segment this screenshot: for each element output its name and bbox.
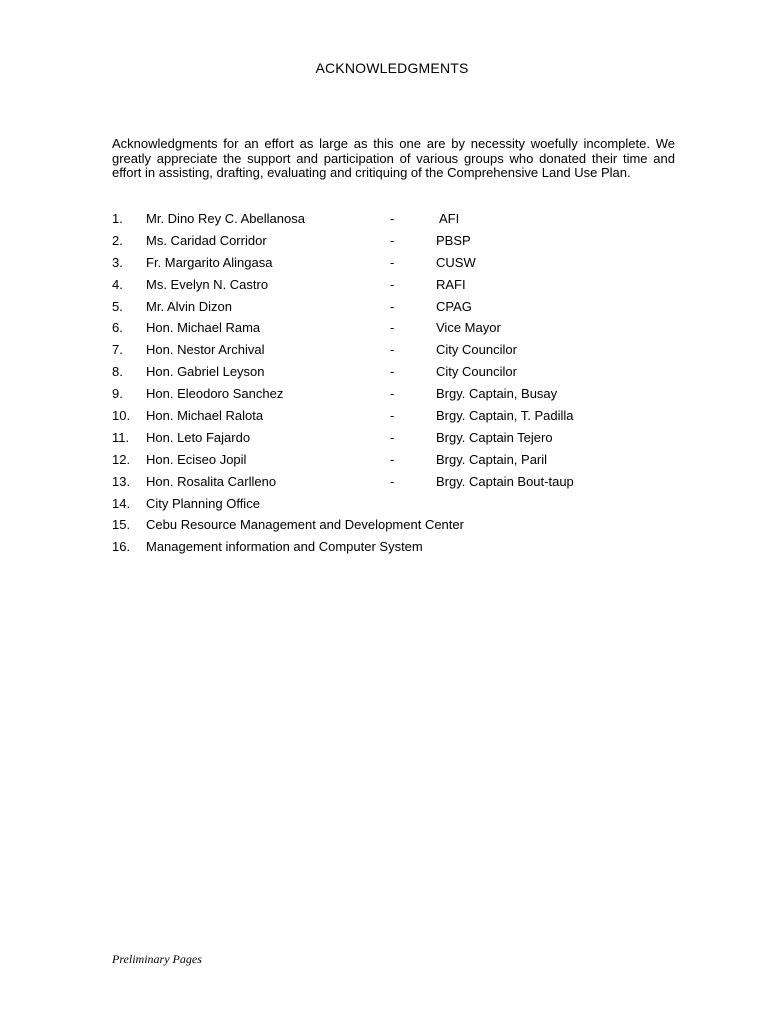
item-name: Management information and Computer System bbox=[146, 539, 423, 555]
item-name: Ms. Evelyn N. Castro bbox=[146, 276, 269, 292]
item-organization: CUSW bbox=[436, 254, 476, 270]
list-item bbox=[112, 296, 712, 318]
item-dash: - bbox=[390, 451, 395, 467]
item-dash: - bbox=[390, 232, 395, 248]
item-dash: - bbox=[390, 211, 395, 226]
item-organization: PBSP bbox=[436, 232, 471, 248]
item-dash: - bbox=[390, 276, 395, 292]
item-name: Mr. Dino Rey C. Abellanosa bbox=[146, 211, 305, 226]
item-number: 1. bbox=[112, 211, 123, 226]
item-organization: City Councilor bbox=[436, 342, 517, 358]
list-item bbox=[112, 514, 712, 536]
list-item bbox=[112, 208, 712, 230]
item-number: 16. bbox=[112, 539, 131, 555]
item-dash: - bbox=[390, 320, 395, 336]
item-number: 3. bbox=[112, 254, 123, 270]
item-number: 10. bbox=[112, 408, 131, 424]
item-number: 2. bbox=[112, 232, 123, 248]
list-item bbox=[112, 274, 712, 296]
item-organization: Brgy. Captain, T. Padilla bbox=[436, 408, 574, 424]
item-name: Cebu Resource Management and Development Center bbox=[146, 517, 464, 533]
item-number: 4. bbox=[112, 276, 123, 292]
item-dash: - bbox=[390, 364, 395, 380]
item-organization: RAFI bbox=[436, 276, 466, 292]
item-organization: CPAG bbox=[436, 298, 472, 314]
list-item bbox=[112, 427, 712, 449]
item-number: 15. bbox=[112, 517, 131, 533]
page-title: ACKNOWLEDGMENTS bbox=[315, 60, 469, 76]
item-number: 11. bbox=[112, 429, 130, 445]
list-item bbox=[112, 252, 712, 274]
item-name: City Planning Office bbox=[146, 495, 260, 511]
item-organization: City Councilor bbox=[436, 364, 517, 380]
item-dash: - bbox=[390, 298, 395, 314]
item-name: Hon. Michael Ralota bbox=[146, 408, 264, 424]
item-number: 9. bbox=[112, 386, 123, 402]
item-dash: - bbox=[390, 254, 395, 270]
item-dash: - bbox=[390, 408, 395, 424]
item-name: Hon. Eleodoro Sanchez bbox=[146, 386, 284, 402]
page-footer: Preliminary Pages bbox=[112, 952, 202, 966]
list-item bbox=[112, 471, 712, 493]
item-number: 13. bbox=[112, 473, 131, 489]
item-number: 7. bbox=[112, 342, 123, 358]
item-name: Hon. Michael Rama bbox=[146, 320, 261, 336]
item-name: Hon. Leto Fajardo bbox=[146, 429, 251, 445]
acknowledgment-list bbox=[112, 208, 712, 558]
list-item bbox=[112, 317, 712, 339]
list-item bbox=[112, 449, 712, 471]
list-item bbox=[112, 536, 712, 558]
item-dash: - bbox=[390, 342, 395, 358]
item-number: 8. bbox=[112, 364, 123, 380]
intro-paragraph: Acknowledgments for an effort as large as this one are by necessity woefully incomplete. We greatly appreciate the support and participation of various groups who donated their time and effort in assisting, drafting, evaluating and critiquing of the Comprehensive Land Use Plan. bbox=[112, 136, 675, 180]
item-organization: Brgy. Captain Tejero bbox=[436, 429, 553, 445]
item-name: Hon. Rosalita Carlleno bbox=[146, 473, 277, 489]
item-dash: - bbox=[390, 473, 395, 489]
item-name: Hon. Gabriel Leyson bbox=[146, 364, 265, 380]
item-organization: Brgy. Captain, Busay bbox=[436, 386, 558, 402]
list-item bbox=[112, 493, 712, 515]
item-number: 12. bbox=[112, 451, 131, 467]
list-item bbox=[112, 230, 712, 252]
item-name: Hon. Nestor Archival bbox=[146, 342, 265, 358]
item-name: Mr. Alvin Dizon bbox=[146, 298, 232, 314]
item-name: Hon. Eciseo Jopil bbox=[146, 451, 247, 467]
item-organization: AFI bbox=[439, 211, 460, 226]
item-organization: Vice Mayor bbox=[436, 320, 501, 336]
list-item bbox=[112, 361, 712, 383]
list-item bbox=[112, 383, 712, 405]
item-number: 14. bbox=[112, 495, 131, 511]
list-item bbox=[112, 405, 712, 427]
item-number: 6. bbox=[112, 320, 123, 336]
item-name: Fr. Margarito Alingasa bbox=[146, 254, 273, 270]
item-organization: Brgy. Captain Bout-taup bbox=[436, 473, 574, 489]
item-name: Ms. Caridad Corridor bbox=[146, 232, 267, 248]
item-number: 5. bbox=[112, 298, 123, 314]
item-organization: Brgy. Captain, Paril bbox=[436, 451, 548, 467]
item-dash: - bbox=[390, 386, 395, 402]
list-item bbox=[112, 339, 712, 361]
item-dash: - bbox=[390, 429, 395, 445]
